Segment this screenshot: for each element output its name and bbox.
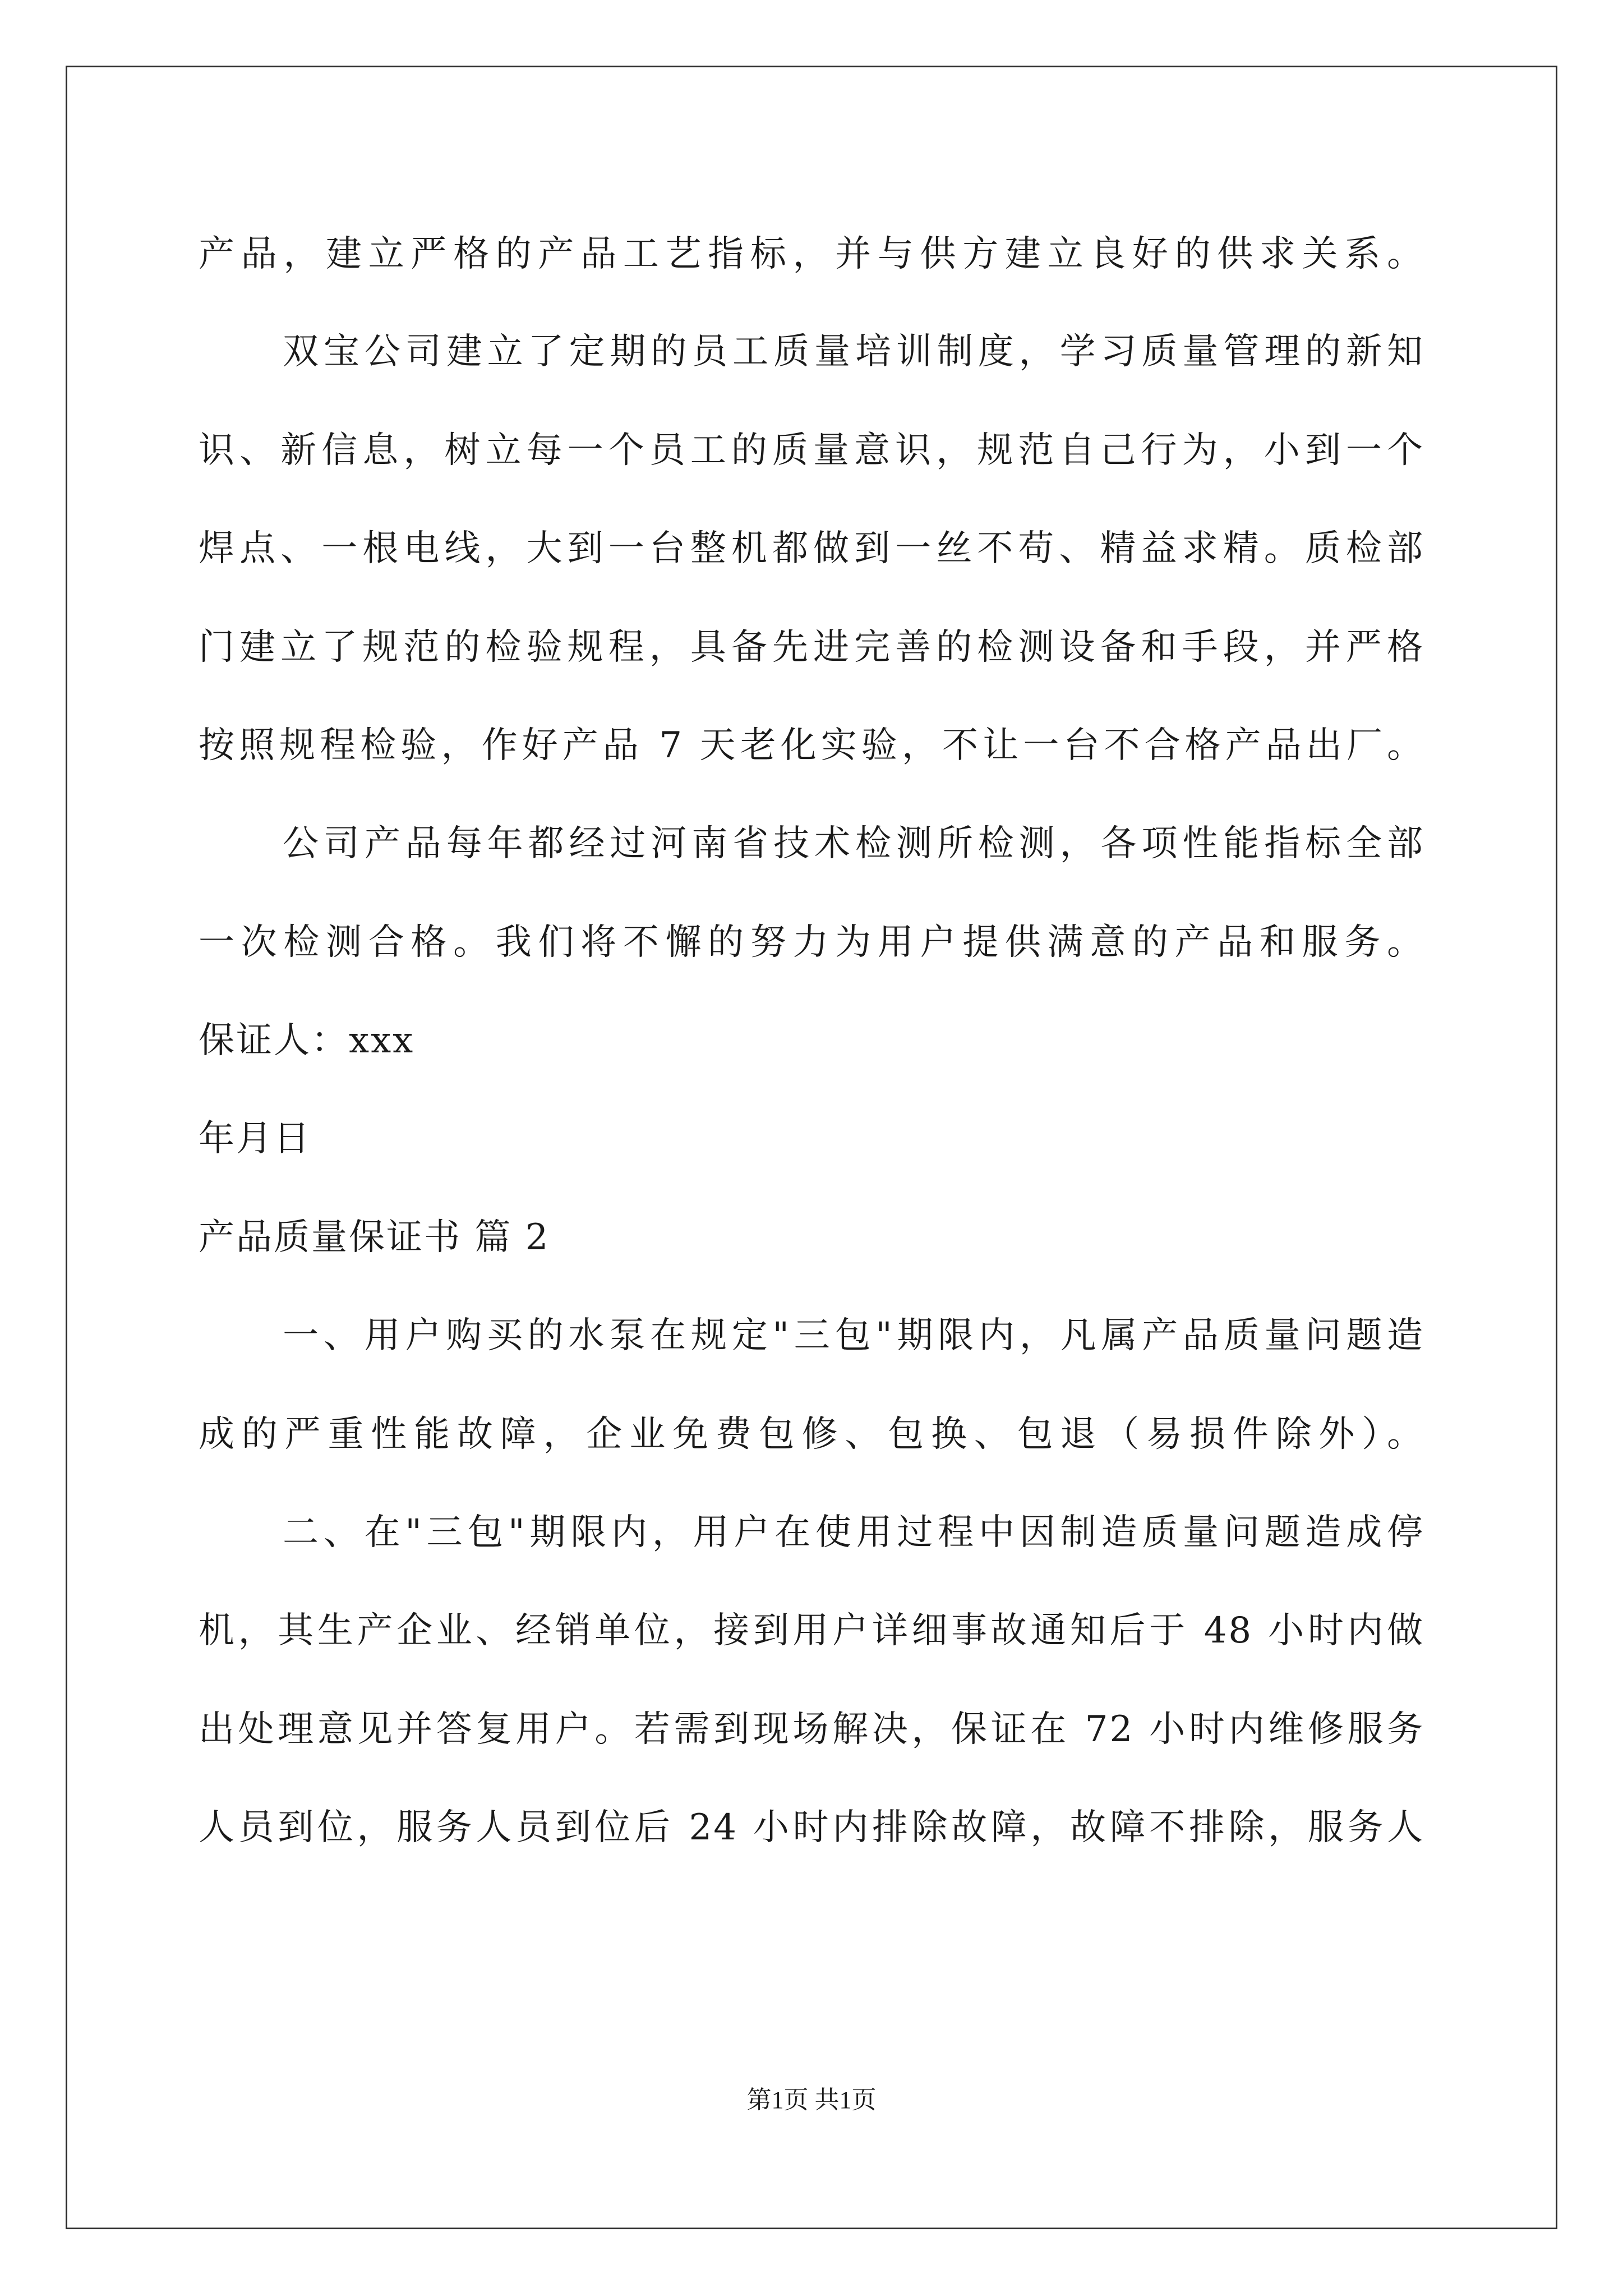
text-line: 门建立了规范的检验规程，具备先进完善的检测设备和手段，并严格 bbox=[199, 627, 1424, 668]
guarantor-line: 保证人：xxx bbox=[199, 1020, 415, 1061]
paragraph-line: 一、用户购买的水泵在规定"三包"期限内，凡属产品质量问题造 bbox=[283, 1315, 1424, 1356]
section-heading: 产品质量保证书 篇 2 bbox=[199, 1217, 550, 1258]
text-line: 出处理意见并答复用户。若需到现场解决，保证在 72 小时内维修服务 bbox=[199, 1709, 1424, 1750]
paragraph-line: 公司产品每年都经过河南省技术检测所检测，各项性能指标全部 bbox=[283, 823, 1424, 864]
paragraph-line: 双宝公司建立了定期的员工质量培训制度，学习质量管理的新知 bbox=[283, 331, 1424, 372]
text-line: 产品，建立严格的产品工艺指标，并与供方建立良好的供求关系。 bbox=[199, 233, 1424, 275]
paragraph-line: 二、在"三包"期限内，用户在使用过程中因制造质量问题造成停 bbox=[283, 1512, 1424, 1553]
text-line: 机，其生产企业、经销单位，接到用户详细事故通知后于 48 小时内做 bbox=[199, 1610, 1424, 1651]
text-line: 人员到位，服务人员到位后 24 小时内排除故障，故障不排除，服务人 bbox=[199, 1807, 1424, 1848]
text-line: 按照规程检验，作好产品 7 天老化实验，不让一台不合格产品出厂。 bbox=[199, 725, 1424, 766]
text-line: 一次检测合格。我们将不懈的努力为用户提供满意的产品和服务。 bbox=[199, 922, 1424, 963]
page-footer: 第1页 共1页 bbox=[746, 2086, 877, 2114]
text-line: 识、新信息，树立每一个员工的质量意识，规范自己行为，小到一个 bbox=[199, 430, 1424, 471]
text-line: 焊点、一根电线，大到一台整机都做到一丝不苟、精益求精。质检部 bbox=[199, 528, 1424, 569]
text-line: 成的严重性能故障，企业免费包修、包换、包退（易损件除外）。 bbox=[199, 1414, 1424, 1455]
date-line: 年月日 bbox=[199, 1118, 311, 1159]
